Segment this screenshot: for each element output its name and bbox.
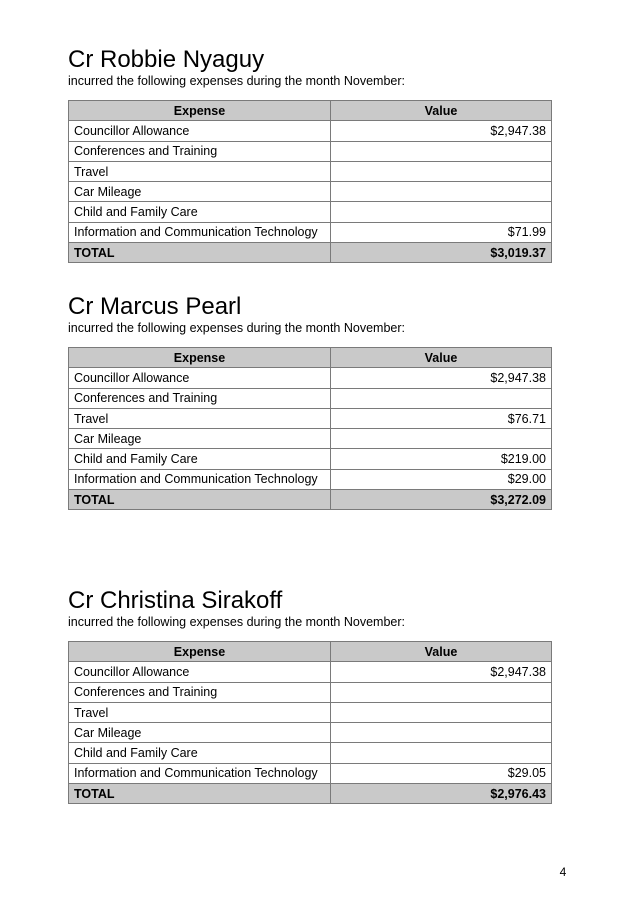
header-value: Value	[331, 101, 552, 121]
value-cell	[331, 723, 552, 743]
value-cell	[331, 182, 552, 202]
table-row	[69, 449, 552, 469]
expense-cell: Information and Communication Technology	[69, 222, 331, 242]
value-cell	[331, 161, 552, 181]
total-value: $2,976.43	[331, 784, 552, 804]
table-row	[69, 222, 552, 242]
value-cell	[331, 202, 552, 222]
table-header-row	[69, 101, 552, 121]
header-expense: Expense	[69, 348, 331, 368]
table-row	[69, 121, 552, 141]
value-cell	[331, 141, 552, 161]
value-cell: $219.00	[331, 449, 552, 469]
value-cell	[331, 702, 552, 722]
expense-cell: Conferences and Training	[69, 141, 331, 161]
value-cell: $2,947.38	[331, 121, 552, 141]
expense-table	[68, 100, 552, 263]
councillor-name: Cr Robbie Nyaguy	[68, 46, 265, 73]
expense-cell: Conferences and Training	[69, 388, 331, 408]
councillor-intro: incurred the following expenses during the month November:	[68, 615, 405, 629]
expense-cell: Information and Communication Technology	[69, 469, 331, 489]
value-cell: $29.05	[331, 763, 552, 783]
expense-cell: Councillor Allowance	[69, 121, 331, 141]
table-row	[69, 202, 552, 222]
value-cell: $76.71	[331, 408, 552, 428]
councillor-intro: incurred the following expenses during the month November:	[68, 74, 405, 88]
expense-cell: Car Mileage	[69, 182, 331, 202]
expense-cell: Councillor Allowance	[69, 368, 331, 388]
table-row	[69, 429, 552, 449]
councillor-intro: incurred the following expenses during the month November:	[68, 321, 405, 335]
value-cell: $71.99	[331, 222, 552, 242]
table-row	[69, 702, 552, 722]
page-number: 4	[559, 865, 567, 879]
expense-cell: Car Mileage	[69, 723, 331, 743]
value-cell: $2,947.38	[331, 368, 552, 388]
table-row	[69, 408, 552, 428]
table-row	[69, 469, 552, 489]
table-header-row	[69, 642, 552, 662]
expense-table	[68, 641, 552, 804]
table-row	[69, 368, 552, 388]
header-expense: Expense	[69, 101, 331, 121]
total-value: $3,019.37	[331, 243, 552, 263]
councillor-name: Cr Christina Sirakoff	[68, 587, 283, 614]
table-row	[69, 161, 552, 181]
expense-cell: Councillor Allowance	[69, 662, 331, 682]
value-cell: $29.00	[331, 469, 552, 489]
councillor-section-2	[68, 293, 551, 507]
table-header-row	[69, 348, 552, 368]
total-label: TOTAL	[69, 490, 331, 510]
expense-cell: Car Mileage	[69, 429, 331, 449]
total-label: TOTAL	[69, 243, 331, 263]
table-row	[69, 182, 552, 202]
table-row	[69, 662, 552, 682]
table-row	[69, 743, 552, 763]
value-cell	[331, 388, 552, 408]
header-expense: Expense	[69, 642, 331, 662]
table-row	[69, 141, 552, 161]
expense-cell: Travel	[69, 161, 331, 181]
expense-cell: Information and Communication Technology	[69, 763, 331, 783]
value-cell: $2,947.38	[331, 662, 552, 682]
expense-cell: Child and Family Care	[69, 743, 331, 763]
total-row	[69, 784, 552, 804]
value-cell	[331, 682, 552, 702]
expense-cell: Conferences and Training	[69, 682, 331, 702]
expense-cell: Child and Family Care	[69, 202, 331, 222]
expense-cell: Travel	[69, 702, 331, 722]
value-cell	[331, 743, 552, 763]
expense-cell: Child and Family Care	[69, 449, 331, 469]
header-value: Value	[331, 642, 552, 662]
expense-cell: Travel	[69, 408, 331, 428]
total-row	[69, 490, 552, 510]
councillor-name: Cr Marcus Pearl	[68, 293, 242, 320]
table-row	[69, 682, 552, 702]
total-row	[69, 243, 552, 263]
header-value: Value	[331, 348, 552, 368]
councillor-section-1	[68, 46, 551, 260]
table-row	[69, 723, 552, 743]
table-row	[69, 763, 552, 783]
value-cell	[331, 429, 552, 449]
expense-table	[68, 347, 552, 510]
table-row	[69, 388, 552, 408]
councillor-section-3	[68, 587, 551, 801]
total-label: TOTAL	[69, 784, 331, 804]
total-value: $3,272.09	[331, 490, 552, 510]
